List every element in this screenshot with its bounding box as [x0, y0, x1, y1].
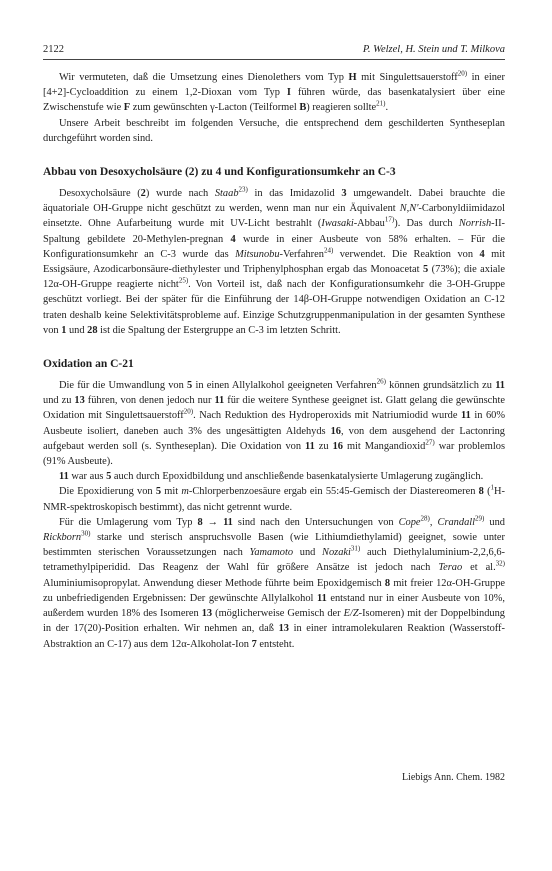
- page-number: 2122: [43, 44, 64, 55]
- section1-paragraph-1: Desoxycholsäure (2) wurde nach Staab$^{23)}$ in das Imidazolid 3 umgewandelt. Dabei brauchte die äquatoriale OH-Gruppe nicht geschützt zu werden, wenn man nur ein Äquivalent N,N'-Carbonyldiimidazol einsetzte. Ohne Aufarbeitung wurde mit UV-Licht bestrahlt (Iwasaki-Abbau$^{17)}$). Das durch Norrish-II-Spaltung gebildete 20-Methylen-pregnan 4 wurde in einer Ausbeute von 58% erhalten. – Für die Konfigurationsumkehr an C-3 wurde das Mitsunobu-Verfahren$^{24)}$ verwendet. Die Reaktion von 4 mit Essigsäure, Azodicarbonsäure-diethylester und Triphenylphosphan ergab das Monoacetat 5 (73%); die axiale 12α-OH-Gruppe reagierte nicht$^{25)}$. Von Vorteil ist, daß nach der Konfigurationsumkehr die 3-OH-Gruppe geschützt vorliegt. Bei der später für die Einführung der 14β-OH-Gruppe notwendigen Oxidation an C-12 traten deshalb keine Selektivitätsprobleme auf. Einzige Schutzgruppenmanipulation in der gesamten Synthese von 1 und 28 ist die Spaltung der Estergruppe an C-3 im letzten Schritt.: [43, 185, 506, 336]
- section2-paragraph-3: Die Epoxidierung von 5 mit m-Chlorperbenzoesäure ergab ein 55:45-Gemisch der Diastereomeren 8 ($^1$H-NMR-spektroskopisch bestimmt), das nicht getrennt wurde.: [43, 484, 505, 513]
- section2-paragraph-2: 11 war aus 5 auch durch Epoxidbildung und anschließende basenkatalysierte Umlagerung zugänglich.: [59, 471, 484, 483]
- section-heading-oxidation: Oxidation an C-21: [43, 358, 134, 371]
- header-rule: [43, 59, 505, 60]
- running-authors: P. Welzel, H. Stein und T. Milkova: [362, 44, 505, 55]
- intro-paragraph-1: Wir vermuteten, daß die Umsetzung eines Dienolethers vom Typ H mit Singulettsauerstoff$^{20)}$ in einer [4+2]-Cycloaddition zu einem 1,2-Dioxan vom Typ I führen würde, das basenkatalysiert über eine Zwischenstufe wie F zum gewünschten γ-Lacton (Teilformel B) reagieren sollte$^{21)}$.: [43, 69, 506, 114]
- journal-footer: Liebigs Ann. Chem. 1982: [401, 772, 505, 783]
- article-body: [43, 70, 505, 652]
- section2-paragraph-1: Die für die Umwandlung von 5 in einen Allylalkohol geeigneten Verfahren$^{26)}$ können grundsätzlich zu 11 und zu 13 führen, von denen jedoch nur 11 für die weitere Synthese geeignet ist. Glatt gelang die gewünschte Oxidation mit Singulettsauerstoff$^{20)}$. Nach Reduktion des Hydroperoxids mit Natriumiodid wurde 11 in 60% Ausbeute isoliert, daneben auch 3% des ungesättigten Aldehyds 16, von dem ausgehend der Lactonring aufgebaut werden soll (s. Syntheseplan). Die Oxidation von 11 zu 16 mit Mangandioxid$^{27)}$ war problemlos (91% Ausbeute).: [43, 377, 506, 468]
- section-heading-abbau: Abbau von Desoxycholsäure (2) zu 4 und Konfigurationsumkehr an C-3: [43, 166, 396, 179]
- page-header: [43, 44, 505, 58]
- section2-paragraph-4: Für die Umlagerung vom Typ 8 → 11 sind nach den Untersuchungen von Cope$^{28)}$, Crandall$^{29)}$ und Rickborn$^{30)}$ starke und sterisch anspruchsvolle Basen (wie Lithiumdiethylamid) geeignet, sowie unter bestimmten sterischen Voraussetzungen nach Yamamoto und Nozaki$^{31)}$ auch Diethylaluminium-2,2,6,6-tetramethylpiperidid. Das Reagenz der Wahl für größere Ansätze ist jedoch nach Terao et al.$^{32)}$ Aluminiumisopropylat. Anwendung dieser Methode führte beim Epoxidgemisch 8 mit freier 12α-OH-Gruppe zu unbefriedigenden Ergebnissen: Der gewünschte Allylalkohol 11 entstand nur in einer Ausbeute von 10%, außerdem wurden 18% des Isomeren 13 (möglicherweise Gemisch der E/Z-Isomeren) mit der Doppelbindung in der 17(20)-Position erhalten. Wir nehmen an, daß 13 in einer intramolekularen Reaktion (Wasserstoff-Abstraktion an C-17) aus dem 12α-Alkoholat-Ion 7 entsteht.: [43, 514, 506, 650]
- intro-paragraph-2: Unsere Arbeit beschreibt im folgenden Versuche, die entsprechend dem geschilderten Syntheseplan durchgeführt worden sind.: [43, 117, 505, 144]
